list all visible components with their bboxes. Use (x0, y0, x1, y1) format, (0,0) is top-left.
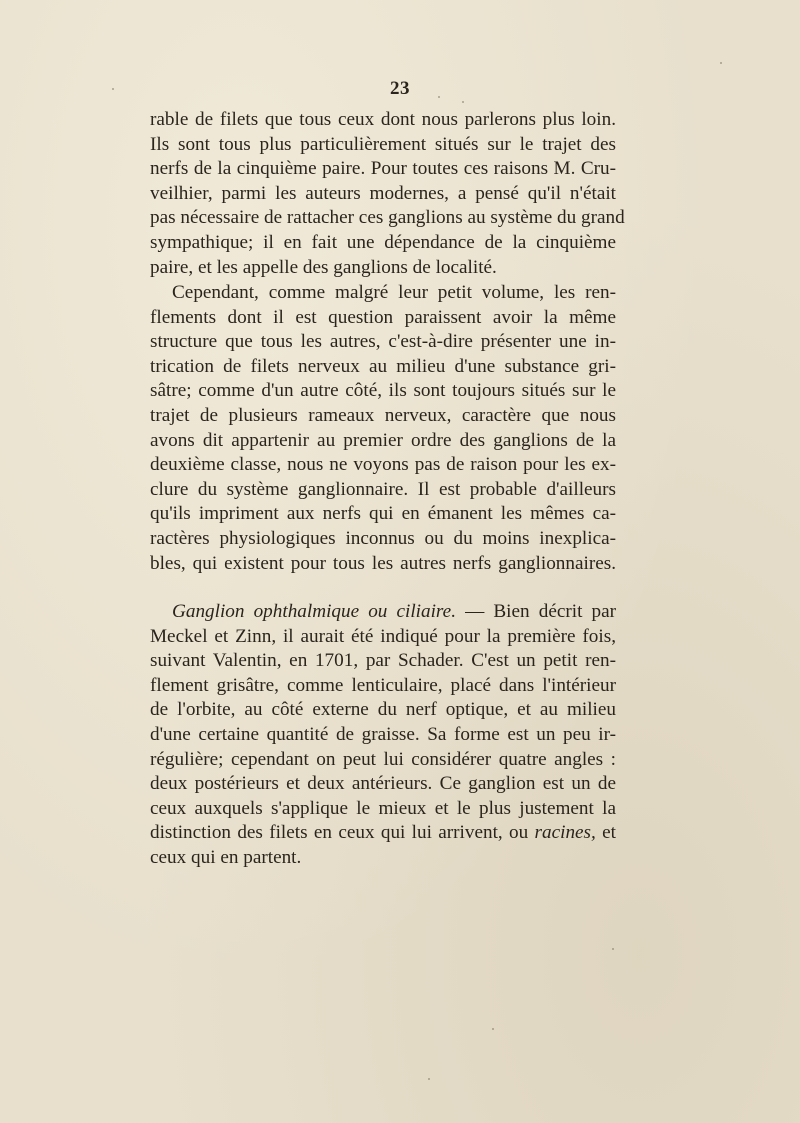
text-line: ceux auxquels s'applique le mieux et le plus justement la (150, 797, 616, 819)
text-line: paire, et les appelle des ganglions de localité. (150, 256, 497, 278)
text-line: flement grisâtre, comme lenticulaire, placé dans l'intérieur (150, 674, 616, 696)
text-line: pas nécessaire de rattacher ces ganglions au système du grand (150, 207, 625, 229)
text-line: flements dont il est question paraissent avoir la même (150, 306, 616, 328)
text-line: ceux qui en partent. (150, 846, 302, 868)
paper-speck (612, 948, 614, 950)
heading-continuation: — Bien décrit par (456, 601, 616, 622)
text-line (150, 600, 616, 625)
text-line: Ils sont tous plus particulièrement situés sur le trajet des (150, 133, 616, 155)
text-line: régulière; cependant on peut lui considérer quatre angles : (150, 748, 616, 770)
page-number: 23 (390, 78, 410, 99)
text-line: Meckel et Zinn, il aurait été indiqué pour la première fois, (150, 625, 616, 647)
text-line: trajet de plusieurs rameaux nerveux, caractère que nous (150, 404, 616, 426)
paper-speck (720, 62, 722, 64)
text-line: qu'ils impriment aux nerfs qui en émanent les mêmes ca- (150, 503, 616, 525)
text-line: ractères physiologiques inconnus ou du moins inexplica- (150, 527, 616, 549)
text-line: Cependant, comme malgré leur petit volume, les ren- (172, 282, 616, 303)
text-segment: et (595, 822, 616, 844)
paper-speck (462, 101, 464, 103)
text-line: structure que tous les autres, c'est-à-dire présenter une in- (150, 331, 616, 353)
paper-speck (492, 1028, 494, 1030)
text-line (150, 821, 616, 846)
paragraph-1 (150, 108, 625, 280)
italic-term: racines, (534, 822, 596, 844)
text-line: clure du système ganglionnaire. Il est probable d'ailleurs (150, 478, 616, 500)
text-line: veilhier, parmi les auteurs modernes, a pensé qu'il n'était (150, 182, 616, 204)
section-heading: Ganglion ophthalmique ou ciliaire. (172, 601, 456, 622)
text-line: d'une certaine quantité de graisse. Sa forme est un peu ir- (150, 723, 616, 745)
text-line: trication de filets nerveux au milieu d'une substance gri- (150, 355, 616, 377)
paper-speck (438, 96, 440, 98)
text-line: de l'orbite, au côté externe du nerf optique, et au milieu (150, 699, 616, 721)
text-line: nerfs de la cinquième paire. Pour toutes ces raisons M. Cru- (150, 158, 616, 180)
paragraph-2 (150, 281, 616, 576)
text-line: avons dit appartenir au premier ordre des ganglions de la (150, 429, 616, 451)
paper-speck (428, 1078, 430, 1080)
text-line: deuxième classe, nous ne voyons pas de raison pour les ex- (150, 454, 616, 476)
text-line: sâtre; comme d'un autre côté, ils sont toujours situés sur le (150, 380, 616, 402)
text-line: suivant Valentin, en 1701, par Schader. C'est un petit ren- (150, 650, 616, 672)
text-line: sympathique; il en fait une dépendance de la cinquième (150, 231, 616, 253)
text-line: deux postérieurs et deux antérieurs. Ce ganglion est un de (150, 773, 616, 795)
text-segment: distinction des filets en ceux qui lui arrivent, ou (150, 822, 535, 844)
paper-speck (112, 88, 114, 90)
text-line: bles, qui existent pour tous les autres nerfs ganglionnaires. (150, 552, 616, 574)
paragraph-3 (150, 600, 616, 871)
text-line: rable de filets que tous ceux dont nous parlerons plus loin. (150, 109, 616, 130)
